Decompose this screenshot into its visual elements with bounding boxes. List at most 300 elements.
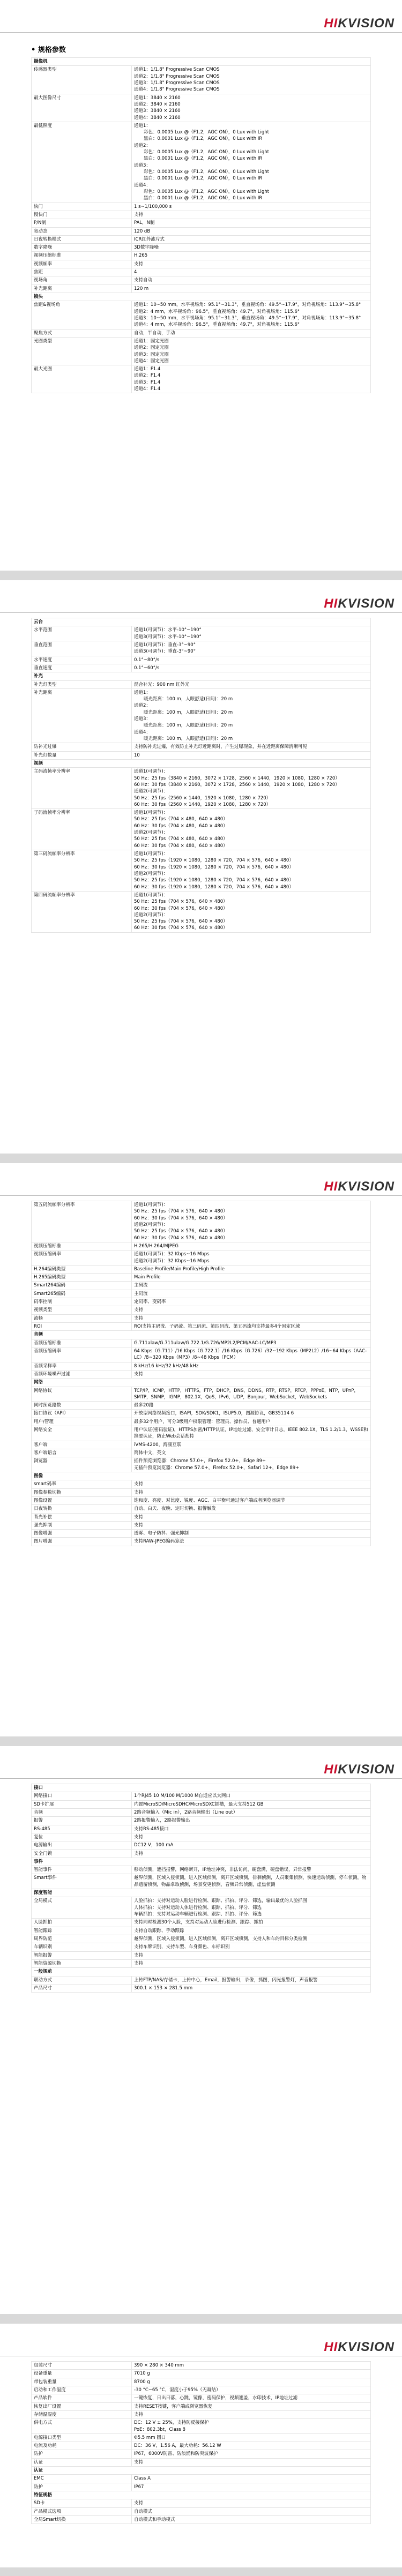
spec-value: 通道1：3840 × 2160 通道2：3840 × 2160 通道3：3840 × 2160 通道4：3840 × 2160 (132, 94, 371, 122)
spec-value: G.711alaw/G.711ulaw/G.722.1/G.726/MP2L2/PCM/AAC-LC/MP3 (132, 1339, 371, 1347)
spec-key: 视频类型 (32, 1306, 132, 1314)
spec-row (32, 2370, 371, 2378)
spec-category-row (32, 1472, 371, 1480)
spec-key: 全局Smart切换 (32, 2515, 132, 2523)
spec-value: 支持 (132, 2410, 371, 2418)
spec-key: 音频压缩标准 (32, 1339, 132, 1347)
spec-row (32, 1513, 371, 1521)
spec-value: 通道1(可调节)： 50 Hz：25 fps（3840 × 2160，3072 × 1728，2560 × 1440，1920 × 1080，1280 × 720） 60 Hz：30 fps（3840 × 2160，3072 × 1728，2560 × 1440，1920 × 1080，1280 × 720） 通道2(可调节)： 50 Hz：25 fps（2560 × 1440，1920 × 1080，1280 × 720） 60 Hz：30 fps（2560 × 1440，1920 × 1080，1280 × 720） (132, 768, 371, 809)
page-gap (0, 1736, 402, 1746)
spec-value: 最多20路 (132, 1402, 371, 1410)
spec-value: 120 dB (132, 227, 371, 235)
spec-value: 自动、白天、夜晚、定时切换、报警触发 (132, 1505, 371, 1513)
page-header (0, 1746, 402, 1777)
spec-key: 图像设置 (32, 1496, 132, 1504)
spec-row (32, 2442, 371, 2450)
spec-category-row (32, 1379, 371, 1387)
spec-page (0, 1163, 402, 1736)
spec-value: 支持自动 (132, 276, 371, 284)
spec-row (32, 1959, 371, 1967)
spec-row (32, 1362, 371, 1370)
spec-value: 人脸抓拍：支持对运动人脸进行检测、跟踪、抓拍、评分、筛选，输出最优的人脸抓图 人体抓拍：支持对运动人体进行检测、跟踪、抓拍、评分、筛选 车辆抓拍：支持对运动车辆进行检测、跟踪、抓拍、评分、筛选 (132, 1897, 371, 1919)
header-rule (0, 32, 402, 33)
spec-key: 智能资源切换 (32, 1959, 132, 1967)
spec-row (32, 809, 371, 850)
spec-value: 插件预览浏览器：Chrome 57.0+，Firefox 52.0+，Edge 89+ 无插件预览浏览器：Chrome 57.0+，Firefox 52.0+，Safari 12+，Edge 89+ (132, 1457, 371, 1472)
spec-page (0, 580, 402, 1154)
spec-value: DC：12 V ± 25%，支持防反接保护 PoE：802.3bt，Class 8 (132, 2419, 371, 2434)
spec-value: ICR红外滤片式 (132, 235, 371, 243)
spec-key: 码率控制 (32, 1298, 132, 1306)
spec-value: 一键恢复，日出日落，心跳，镜像，密码保护，视频遮盖，水印技术，IP地址过滤 (132, 2394, 371, 2402)
spec-row (32, 1505, 371, 1513)
spec-key: smart码率 (32, 1480, 132, 1488)
spec-value: 10 (132, 751, 371, 759)
spec-value: 支持RAW-JPEG编码算法 (132, 1538, 371, 1546)
spec-key: 聚焦方式 (32, 329, 132, 337)
spec-row (32, 1849, 371, 1858)
spec-row (32, 94, 371, 122)
spec-value: 支持 (132, 1849, 371, 1858)
spec-value: -30 °C~65 °C，湿度小于95%（无凝结） (132, 2386, 371, 2394)
spec-key: 图像增强 (32, 1530, 132, 1538)
spec-row (32, 2410, 371, 2418)
spec-row (32, 1314, 371, 1322)
spec-value: 64 Kbps（G.711）/16 Kbps（G.722.1）/16 Kbps（G.726）/32~192 Kbps（MP2L2）/16~64 Kbps（AAC-LC）/8~320 Kbps（MP3）/8~48 Kbps（PCM） (132, 1347, 371, 1362)
spec-row (32, 1927, 371, 1935)
spec-value: 越界侦测，区域入侵侦测，进入区域侦测，离开区域侦测，徘徊侦测，人员聚集侦测，快速运动侦测，停车侦测，物品遗留侦测，物品拿取侦测，场景变更侦测，音频异常侦测，虚焦侦测 (132, 1874, 371, 1889)
spec-value: 支持车牌识别，支持车型、车身颜色、车标识别 (132, 1943, 371, 1951)
spec-category-label: 一般规范 (32, 1968, 371, 1976)
spec-value: Class A (132, 2475, 371, 2483)
spec-key: 音频压缩码率 (32, 1347, 132, 1362)
spec-key: 人脸抓拍 (32, 1919, 132, 1927)
spec-key: 流畅 (32, 1314, 132, 1322)
spec-key: 图片增强 (32, 1538, 132, 1546)
header-rule (0, 612, 402, 613)
spec-row (32, 751, 371, 759)
spec-row (32, 680, 371, 688)
page-gap (0, 1154, 402, 1163)
spec-value: 用户认证(密码验证)，HTTPS加密/HTTP认证，IP地址过滤，安全审计日志，IEEE 802.1X，TLS 1.2/1.3，WSSE和摘要认证，防止Web会话劫持 (132, 1426, 371, 1441)
spec-key: 智能跟踪 (32, 1927, 132, 1935)
spec-row (32, 1282, 371, 1290)
spec-row (32, 1347, 371, 1362)
spec-key: 恢复出厂设置 (32, 2402, 132, 2410)
spec-row (32, 1480, 371, 1488)
section-title: • 规格参数 (31, 46, 66, 54)
spec-row (32, 688, 371, 743)
spec-value: 3D数字降噪 (132, 244, 371, 252)
spec-row (32, 1919, 371, 1927)
spec-key: 智能报警 (32, 1951, 132, 1959)
spec-key: 防补光过爆 (32, 743, 132, 751)
spec-row (32, 276, 371, 284)
page-gap (0, 571, 402, 580)
spec-key: 电流及功耗 (32, 2442, 132, 2450)
spec-category-row (32, 2467, 371, 2475)
spec-row (32, 664, 371, 672)
spec-key: 产品软件 (32, 2394, 132, 2402)
spec-row (32, 260, 371, 268)
spec-key: 客户端语言 (32, 1449, 132, 1457)
spec-category-label: 补光 (32, 672, 371, 680)
spec-row (32, 1538, 371, 1546)
spec-key: 客户端 (32, 1441, 132, 1449)
spec-key: RS-485 (32, 1825, 132, 1833)
brand-logo: HIKVISION (324, 2340, 394, 2354)
spec-category-row (32, 1889, 371, 1897)
spec-category-row (32, 1331, 371, 1339)
spec-key: 同时预览路数 (32, 1402, 132, 1410)
spec-row (32, 1306, 371, 1314)
spec-value: 自动，半自动，手动 (132, 329, 371, 337)
page-header (0, 580, 402, 611)
spec-key: 音频 (32, 1808, 132, 1816)
spec-value: DC12 V，100 mA (132, 1841, 371, 1849)
spec-key: 光圈类型 (32, 337, 132, 365)
spec-key: 接口协议（API） (32, 1410, 132, 1418)
spec-row (32, 244, 371, 252)
spec-value: 最多32个用户，可分3级用户权限管理：管理员、操作员、普通用户 (132, 1418, 371, 1426)
spec-key: 周界防范 (32, 1935, 132, 1943)
spec-value: 4 (132, 268, 371, 276)
spec-row (32, 211, 371, 219)
spec-key: 数字降噪 (32, 244, 132, 252)
spec-row (32, 252, 371, 260)
spec-key: 垂直速度 (32, 664, 132, 672)
spec-row (32, 1866, 371, 1874)
spec-value: H.265 (132, 252, 371, 260)
spec-value: 上传FTP/NAS/存储卡，上传中心，Email，报警输出，录像，抓图，闪光报警灯，声音报警 (132, 1976, 371, 1984)
spec-category-row (32, 672, 371, 680)
spec-key: 报警 (32, 1817, 132, 1825)
spec-row (32, 1874, 371, 1889)
spec-value: 支持防补光过爆，有效防止补光灯近距离时，产生过曝现象，并在近距离保障清晰可见 (132, 743, 371, 751)
spec-key: EMC (32, 2475, 132, 2483)
spec-category-label: 镜头 (32, 293, 371, 301)
spec-value: 支持 (132, 260, 371, 268)
spec-value: 通道1：固定光圈 通道2：固定光圈 通道3：固定光圈 通道4：固定光圈 (132, 337, 371, 365)
spec-row (32, 2378, 371, 2386)
spec-value: 越界侦测，区域入侵侦测，进入区域侦测，离开区域侦测，支持人和车的目标分类检测 (132, 1935, 371, 1943)
spec-key: 联动方式 (32, 1976, 132, 1984)
spec-row (32, 1792, 371, 1800)
spec-value: 通道1：F1.4 通道2：F1.4 通道3：F1.4 通道4：F1.4 (132, 365, 371, 393)
spec-key: 第三码流帧率分辨率 (32, 850, 132, 892)
spec-category-label: 深度智能 (32, 1889, 371, 1897)
spec-value: 支持 (132, 211, 371, 219)
spec-key: Smart265编码 (32, 1290, 132, 1298)
spec-row (32, 2458, 371, 2466)
brand-logo: HIKVISION (324, 1179, 394, 1194)
spec-row (32, 2507, 371, 2515)
spec-row (32, 1951, 371, 1959)
spec-value: 支持同时检测30个人脸，支持对运动人脸进行检测、跟踪、抓拍 (132, 1919, 371, 1927)
spec-key: 最低照度 (32, 122, 132, 203)
spec-value: 简体中文，英文 (132, 1449, 371, 1457)
spec-row (32, 891, 371, 932)
spec-key: Smart264编码 (32, 1282, 132, 1290)
spec-row (32, 2362, 371, 2370)
spec-key: 慢快门 (32, 211, 132, 219)
spec-row (32, 1833, 371, 1841)
spec-row (32, 2475, 371, 2483)
spec-category-label: 事件 (32, 1858, 371, 1866)
spec-key: 安全门锁 (32, 1849, 132, 1858)
spec-key: 第四码流帧率分辨率 (32, 891, 132, 932)
spec-value: 2路报警输入，2路报警输出 (132, 1817, 371, 1825)
spec-value: PAL，N制 (132, 219, 371, 227)
spec-row (32, 1290, 371, 1298)
spec-key: 焦距 (32, 268, 132, 276)
spec-key: 日夜转换模式 (32, 235, 132, 243)
spec-row (32, 1418, 371, 1426)
spec-key: 电源接口类型 (32, 2433, 132, 2442)
spec-table (31, 618, 371, 933)
spec-key: 认证 (32, 2458, 132, 2466)
spec-row (32, 1841, 371, 1849)
spec-value: 透雾、电子防抖、强光抑制 (132, 1530, 371, 1538)
spec-key: 补光灯数量 (32, 751, 132, 759)
spec-value: 移动侦测，遮挡报警，网络断开，IP地址冲突，非法访问，硬盘满，硬盘错误，异常报警 (132, 1866, 371, 1874)
header-rule (0, 1195, 402, 1196)
spec-key: 用户/管理 (32, 1418, 132, 1426)
spec-row (32, 1274, 371, 1282)
spec-table (31, 57, 371, 393)
spec-value: 7010 g (132, 2370, 371, 2378)
spec-category-row (32, 2491, 371, 2499)
spec-key: 设备重量 (32, 2370, 132, 2378)
spec-key: 产品模式选项 (32, 2507, 132, 2515)
spec-category-label: 接口 (32, 1784, 371, 1792)
spec-key: 传感器类型 (32, 66, 132, 94)
spec-value: 支持 (132, 1833, 371, 1841)
spec-row (32, 1521, 371, 1529)
spec-row (32, 1449, 371, 1457)
spec-value: 支持 (132, 1480, 371, 1488)
spec-row (32, 203, 371, 211)
spec-page (0, 1746, 402, 2314)
spec-row (32, 1984, 371, 1992)
spec-value: 通道1(可调节)：水平-10°~190° 通道3(可调节)：水平-10°~190° (132, 626, 371, 641)
spec-row (32, 768, 371, 809)
spec-row (32, 2394, 371, 2402)
spec-value: 支持 (132, 2499, 371, 2507)
spec-key: 快门 (32, 203, 132, 211)
spec-row (32, 1323, 371, 1331)
spec-category-row (32, 1784, 371, 1792)
spec-value: IP67，6000V防雷、防浪涌和防突波保护 (132, 2450, 371, 2458)
spec-key: 复位 (32, 1833, 132, 1841)
spec-value: 内置MicroSD/MicroSDHC/MicroSDXC插槽，最大支持512 GB (132, 1800, 371, 1808)
spec-value: 自动模式和手动模式 (132, 2515, 371, 2523)
spec-key: 网络接口 (32, 1792, 132, 1800)
page-header (0, 1163, 402, 1194)
spec-value: 自动模式 (132, 2507, 371, 2515)
spec-value: 定码率、变码率 (132, 1298, 371, 1306)
spec-category-label: 摄像机 (32, 58, 371, 66)
page-gap (0, 2314, 402, 2324)
spec-value: 通道1： 暖光距离：100 m，人眼舒适(日间)：20 m 通道2： 暖光距离：100 m，人眼舒适(日间)：20 m 通道3： 暖光距离：100 m，人眼舒适(日间)：20 m 通道4： 暖光距离：100 m，人眼舒适(日间)：20 m (132, 688, 371, 743)
spec-row (32, 1943, 371, 1951)
spec-value: 通道1：1/1.8" Progressive Scan CMOS 通道2：1/1.8" Progressive Scan CMOS 通道3：1/1.8" Progressive Scan CMOS 通道4：1/1.8" Progressive Scan CMOS (132, 66, 371, 94)
spec-row (32, 365, 371, 393)
spec-key: 子码流帧率分辨率 (32, 809, 132, 850)
spec-value: 通道1：10~50 mm，水平视场角：95.1°~31.3°，垂直视场角：49.5°~17.9°，对角视场角：113.9°~35.8° 通道2：4 mm，水平视场角：96.5°，垂直视场角：49.7°，对角视场角：115.6° 通道3：10~50 mm，水平视场角：95.1°~31.3°，垂直视场角：49.5°~17.9°，对角视场角：113.9°~35.8° 通道4：4 mm，水平视场角：96.5°，垂直视场角：49.7°，对角视场角：115.6° (132, 301, 371, 329)
spec-row (32, 1530, 371, 1538)
spec-row (32, 2499, 371, 2507)
brand-logo: HIKVISION (324, 596, 394, 611)
spec-value: 主码流 (132, 1290, 371, 1298)
spec-key: 视场角 (32, 276, 132, 284)
spec-row (32, 626, 371, 641)
spec-value: Baseline Profile/Main Profile/High Profile (132, 1265, 371, 1273)
spec-key: 电源输出 (32, 1841, 132, 1849)
spec-category-row (32, 759, 371, 767)
spec-value: 支持RS-485接口 (132, 1825, 371, 1833)
spec-value: 通道1(可调节)： 50 Hz：25 fps（704 × 576，640 × 480） 60 Hz：30 fps（704 × 576，640 × 480） 通道2(可调节)： 50 Hz：25 fps（704 × 576，640 × 480） 60 Hz：30 fps（704 × 576，640 × 480） (132, 891, 371, 932)
spec-value: 通道1(可调节)： 50 Hz：25 fps（1920 × 1080，1280 × 720，704 × 576，640 × 480） 60 Hz：30 fps（1920 × 1080，1280 × 720，704 × 576，640 × 480） 通道2(可调节)： 50 Hz：25 fps（1920 × 1080，1280 × 720，704 × 576，640 × 480） 60 Hz：30 fps（1920 × 1080，1280 × 720，704 × 576，640 × 480） (132, 850, 371, 892)
spec-value: 支持 (132, 1951, 371, 1959)
spec-key: H.264编码类型 (32, 1265, 132, 1273)
spec-key: 主码流帧率分辨率 (32, 768, 132, 809)
spec-value: 通道1： 彩色：0.0005 Lux @（F1.2，AGC ON），0 Lux with Light 黑白：0.0001 Lux @（F1.2，AGC ON），0 Lux with IR 通道2： 彩色：0.0005 Lux @（F1.2，AGC ON），0 Lux with Light 黑白：0.0001 Lux @（F1.2，AGC ON），0 Lux with IR 通道3： 彩色：0.0005 Lux @（F1.2，AGC ON），0 Lux with Light 黑白：0.0001 Lux @（F1.2，AGC ON），0 Lux with IR 通道4： 彩色：0.0005 Lux @（F1.2，AGC ON），0 Lux with Light 黑白：0.0001 Lux @（F1.2，AGC ON），0 Lux with IR (132, 122, 371, 203)
spec-row (32, 268, 371, 276)
spec-key: 视频压缩标准 (32, 252, 132, 260)
spec-key: 带包装重量 (32, 2378, 132, 2386)
spec-key: SD卡 (32, 2499, 132, 2507)
spec-key: 车辆识别 (32, 1943, 132, 1951)
spec-row (32, 1201, 371, 1242)
spec-value: 300.1 × 153 × 281.5 mm (132, 1984, 371, 1992)
spec-row (32, 2419, 371, 2434)
spec-row (32, 2450, 371, 2458)
spec-table (31, 2361, 371, 2524)
spec-value: 通道1(可调节)： 50 Hz：25 fps（704 × 576，640 × 480） 60 Hz：30 fps（704 × 576，640 × 480） 通道2(可调节)： 50 Hz：25 fps（704 × 576，640 × 480） 60 Hz：30 fps（704 × 576，640 × 480） (132, 1201, 371, 1242)
spec-key: 浏览器 (32, 1457, 132, 1472)
spec-row (32, 2386, 371, 2394)
spec-key: P/N制 (32, 219, 132, 227)
spec-row (32, 1488, 371, 1496)
spec-value: TCP/IP，ICMP，HTTP，HTTPS，FTP，DHCP，DNS，DDNS，RTP，RTSP，RTCP，PPPoE，NTP，UPnP，SMTP，SNMP，IGMP，802.1X，QoS，IPv6，UDP，Bonjour，WebSocket，WebSockets (132, 1387, 371, 1402)
brand-logo: HIKVISION (324, 16, 394, 31)
spec-category-row (32, 1858, 371, 1866)
spec-key: 水平速度 (32, 656, 132, 664)
spec-row (32, 1808, 371, 1816)
spec-row (32, 743, 371, 751)
spec-key: 视频压缩码率 (32, 1250, 132, 1265)
spec-row (32, 1496, 371, 1504)
spec-key: 背光补偿 (32, 1513, 132, 1521)
spec-value: 支持RESET按键，客户端或浏览器恢复 (132, 2402, 371, 2410)
spec-value: 0.1°~80°/s (132, 656, 371, 664)
spec-value: DC：36 V，1.56 A，最大功耗：56.12 W (132, 2442, 371, 2450)
spec-category-row (32, 58, 371, 66)
spec-key: ROI (32, 1323, 132, 1331)
spec-row (32, 219, 371, 227)
spec-table (31, 1201, 371, 1546)
spec-key: 产品尺寸 (32, 1984, 132, 1992)
spec-key: 网络安全 (32, 1426, 132, 1441)
spec-row (32, 1339, 371, 1347)
spec-row (32, 1441, 371, 1449)
spec-category-label: 网络 (32, 1379, 371, 1387)
spec-value: 通道1(可调节)： 50 Hz：25 fps（704 × 480，640 × 480） 60 Hz：30 fps（704 × 480，640 × 480） 通道2(可调节)： 50 Hz：25 fps（704 × 480，640 × 480） 60 Hz：30 fps（704 × 480，640 × 480） (132, 809, 371, 850)
spec-key: SD卡扩展 (32, 1800, 132, 1808)
spec-row (32, 2515, 371, 2523)
spec-key: 最大图像尺寸 (32, 94, 132, 122)
spec-key: 垂直范围 (32, 641, 132, 656)
spec-row (32, 1426, 371, 1441)
spec-row (32, 656, 371, 664)
spec-row (32, 1387, 371, 1402)
spec-row (32, 122, 371, 203)
spec-value: 饱和度、亮度、对比度、锐度、AGC、白平衡可通过客户端或者浏览器调节 (132, 1496, 371, 1504)
spec-category-row (32, 1968, 371, 1976)
spec-key: 防护 (32, 2483, 132, 2491)
spec-key: 全局模式 (32, 1897, 132, 1919)
spec-row (32, 2433, 371, 2442)
spec-value: 8 kHz/16 kHz/32 kHz/48 kHz (132, 1362, 371, 1370)
spec-row (32, 1457, 371, 1472)
spec-value: 支持 (132, 1314, 371, 1322)
spec-page (0, 0, 402, 571)
spec-row (32, 301, 371, 329)
spec-row (32, 66, 371, 94)
spec-value: 支持 (132, 1959, 371, 1967)
spec-row (32, 337, 371, 365)
spec-key: 音频采样率 (32, 1362, 132, 1370)
spec-value: 支持 (132, 1521, 371, 1529)
spec-row (32, 850, 371, 892)
spec-value: 支持 (132, 1488, 371, 1496)
spec-key: 补光距离 (32, 284, 132, 293)
spec-row (32, 1817, 371, 1825)
spec-value: 支持自动跟踪、手动跟踪 (132, 1927, 371, 1935)
spec-category-label: 认证 (32, 2467, 371, 2475)
spec-category-row (32, 618, 371, 626)
spec-row (32, 641, 371, 656)
spec-value: ROI支持主码流、子码流、第三码流、第四码流、第五码流均支持最多4个固定区域 (132, 1323, 371, 1331)
spec-key: 补光距离 (32, 688, 132, 743)
spec-row (32, 1800, 371, 1808)
spec-value: H.265/H.264/MJPEG (132, 1242, 371, 1250)
spec-value: 通道1(可调节)：垂直-3°~90° 通道3(可调节)：垂直-3°~90° (132, 641, 371, 656)
spec-value: 0.1°~60°/s (132, 664, 371, 672)
spec-key: 焦距&视场角 (32, 301, 132, 329)
spec-key: H.265编码类型 (32, 1274, 132, 1282)
spec-key: 智能事件 (32, 1866, 132, 1874)
header-rule (0, 1778, 402, 1779)
spec-category-label: 特征规格 (32, 2491, 371, 2499)
spec-row (32, 2402, 371, 2410)
spec-value: 混合补光：900 nm 红外光 (132, 680, 371, 688)
spec-key: 网络协议 (32, 1387, 132, 1402)
spec-row (32, 1265, 371, 1273)
spec-value: 1个RJ45 10 M/100 M/1000 M自适应以太网口 (132, 1792, 371, 1800)
spec-value: IP67 (132, 2483, 371, 2491)
spec-key: 音频环境噪声过滤 (32, 1370, 132, 1378)
spec-key: 日夜转换 (32, 1505, 132, 1513)
brand-logo: HIKVISION (324, 1762, 394, 1777)
spec-value: Φ5.5 mm 圆口 (132, 2433, 371, 2442)
spec-key: 图像参数切换 (32, 1488, 132, 1496)
spec-value: 开放型网络视频接口，ISAPI，SDK/SDK1，ISUP5.0，图源协议，GB35114 6 (132, 1410, 371, 1418)
spec-key: 宽动态 (32, 227, 132, 235)
spec-value: 主码流 (132, 1282, 371, 1290)
spec-row (32, 1825, 371, 1833)
